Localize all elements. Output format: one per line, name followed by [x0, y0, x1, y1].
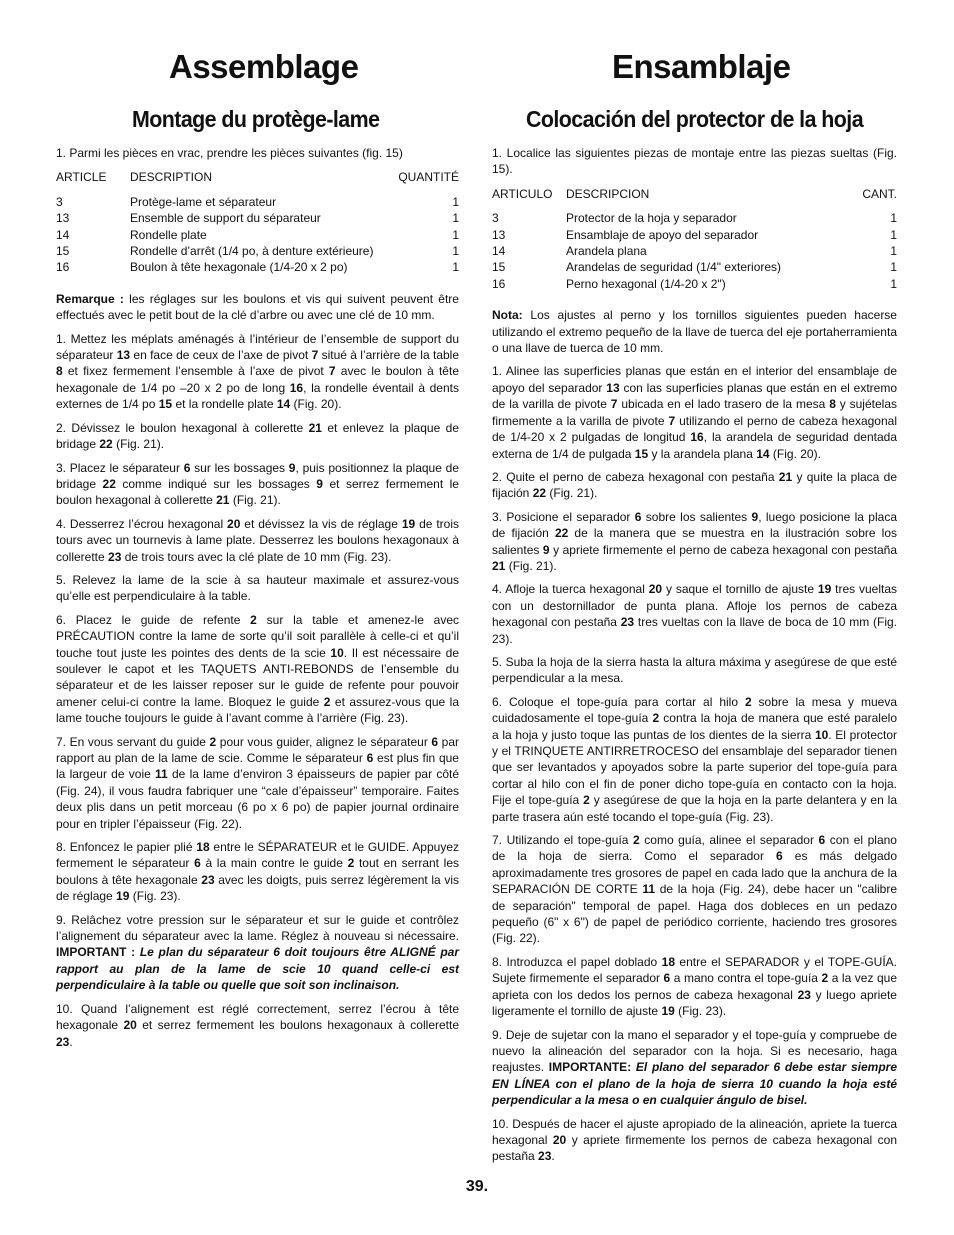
step-9-es: 9. Deje de sujetar con la mano el separador y el tope-guía y compruebe de nuevo la alineación del separador con la hoja. Si es necesario, haga reajustes. IMPORTANTE: El plano del separador 6 debe estar siempre EN LÍNEA con el plano de la hoja de sierra 10 cuando la hoja esté perpendicular a la mesa o en cualquier ángulo de bisel. — [492, 1027, 897, 1108]
step-5-fr: 5. Relevez la lame de la scie à sa hauteur maximale et assurez-vous qu’elle est perpendiculaire à la table. — [56, 572, 459, 604]
cell-quantity: 1 — [452, 244, 459, 259]
step-8-es: 8. Introduzca el papel doblado 18 entre el SEPARADOR y el TOPE-GUÍA. Sujete firmemente el separador 6 a mano contra el tope-guía 2 a la vez que aprieta con los dedos los pernos de cabeza hexagonal 23 y luego apriete ligeramente el tornillo de ajuste 19 (Fig. 23). — [492, 954, 898, 1019]
step-4-fr: 4. Desserrez l’écrou hexagonal 20 et dévissez la vis de réglage 19 de trois tours avec un tournevis à lame plate. Desserrez les boulons hexagonaux à collerette 23 de trois tours avec la clé plate de 10 mm (Fig. 23). — [56, 516, 459, 564]
step-6-fr: 6. Placez le guide de refente 2 sur la table et amenez-le avec PRÉCAUTION contre la lame de sorte qu’il soit parallèle à celle-ci et qu’il touche tout juste les pointes des dents de la scie 10. Il est nécessaire de soulever le capot et les TAQUETS ANTI-REBONDS de l’ensemble du séparateur et de les laisser reposer sur le guide de refente pour pouvoir amener celui-ci contre la lame. Bloquez le guide 2 et assurez-vous que la lame touche toujours le guide à l’avant comme à l’arrière (Fig. 23). — [56, 612, 460, 726]
cell-description: Rondelle d’arrêt (1/4 po, à denture extérieure) — [130, 244, 374, 259]
table-row — [56, 259, 459, 275]
header-description: DESCRIPTION — [130, 170, 213, 185]
note-text: les réglages sur les boulons et vis qui suivent peuvent être effectués avec le petit bout de la clé d’arbre ou avec une clé de 10 mm. — [56, 291, 459, 323]
page-title-fr: Assemblage — [169, 48, 359, 85]
header-article: ARTICLE — [56, 170, 107, 185]
step-3-fr: 3. Placez le séparateur 6 sur les bossages 9, puis positionnez la plaque de bridage 22 comme indiqué sur les bossages 9 et serrez fermement le boulon hexagonal à collerette 21 (Fig. 21). — [56, 460, 460, 508]
cell-article: 14 — [492, 244, 506, 259]
header-quantity: CANT. — [862, 186, 897, 201]
cell-description: Arandelas de seguridad (1/4" exteriores) — [566, 260, 782, 275]
table-row — [492, 243, 897, 259]
table-header — [56, 169, 459, 193]
note-text: Los ajustes al perno y los tornillos siguientes pueden hacerse utilizando el extremo pequeño de la llave de tuerca del eje portaherramienta o una llave de tuerca de 10 mm. — [492, 308, 897, 356]
table-row — [56, 227, 459, 243]
cell-description: Perno hexagonal (1/4-20 x 2") — [566, 276, 726, 291]
step-10-fr: 10. Quand l’alignement est réglé correctement, serrez l’écrou à tête hexagonale 20 et serrez fermement les boulons hexagonaux à collerette 23. — [56, 1001, 459, 1049]
cell-description: Ensamblaje de apoyo del separador — [566, 227, 759, 242]
cell-article: 16 — [56, 260, 70, 275]
table-row — [492, 259, 897, 275]
cell-description: Arandela plana — [566, 244, 647, 259]
table-row — [56, 194, 459, 210]
cell-quantity: 1 — [890, 276, 897, 291]
note-fr — [56, 291, 459, 324]
cell-description: Ensemble de support du séparateur — [130, 211, 321, 226]
cell-article: 3 — [492, 211, 499, 226]
table-row — [56, 210, 459, 226]
intro-fr: 1. Parmi les pièces en vrac, prendre les pièces suivantes (fig. 15) — [56, 146, 403, 160]
table-row — [492, 210, 897, 226]
note-label: Remarque : — [56, 291, 124, 306]
section-title-fr: Montage du protège-lame — [132, 106, 380, 132]
parts-table-es — [492, 186, 897, 292]
important-label: IMPORTANTE: — [548, 1060, 632, 1075]
cell-article: 14 — [56, 227, 70, 242]
step-10-es: 10. Después de hacer el ajuste apropiado de la alineación, apriete la tuerca hexagonal 20 y apriete firmemente los pernos de cabeza hexagonal con pestaña 23. — [492, 1116, 897, 1164]
body-fr — [56, 145, 459, 1057]
header-quantity: QUANTITÉ — [398, 170, 459, 185]
cell-article: 13 — [56, 211, 70, 226]
step-1-fr: 1. Mettez les méplats aménagés à l’intérieur de l’ensemble de support du séparateur 13 en face de ceux de l’axe de pivot 7 situé à l’arrière de la table 8 et fixez fermement l’ensemble à l’axe de pivot 7 avec le boulon à tête hexagonale de 1/4 po –20 x 2 po de long 16, la rondelle éventail à dents externes de 1/4 po 15 et la rondelle plate 14 (Fig. 20). — [56, 331, 460, 412]
cell-article: 15 — [56, 244, 70, 259]
table-row — [56, 243, 459, 259]
step-4-es: 4. Afloje la tuerca hexagonal 20 y saque el tornillo de ajuste 19 tres vueltas con un destornillador de punta plana. Afloje los pernos de cabeza hexagonal con pestaña 23 tres vueltas con la llave de boca de 10 mm (Fig. 23). — [492, 582, 898, 646]
cell-quantity: 1 — [890, 244, 897, 259]
cell-article: 13 — [492, 227, 506, 242]
body-es — [492, 145, 897, 1172]
step-5-es: 5. Suba la hoja de la sierra hasta la altura máxima y asegúrese de que esté perpendicular a la mesa. — [492, 654, 897, 686]
table-row — [492, 276, 897, 292]
cell-article: 16 — [492, 276, 506, 291]
cell-quantity: 1 — [890, 260, 897, 275]
cell-article: 3 — [56, 194, 63, 209]
step-6-es: 6. Coloque el tope-guía para cortar al hilo 2 sobre la mesa y mueva cuidadosamente el tope-guía 2 contra la hoja de manera que esté paralelo a la hoja y justo toque las puntas de los dientes de la sierra 10. El protector y el TRINQUETE ANTIRRETROCESO del ensamblaje del separador tienen que ser levantados y apoyados sobre la parte superior del tope-guía para cortar al hilo con el fin de poner dicho tope-guía en contacto con la hoja. Fije el tope-guía 2 y asegúrese de que la hoja en la parte delantera y en la parte trasera aún esté tocando el tope-guía (Fig. 23). — [492, 694, 898, 824]
step-7-fr: 7. En vous servant du guide 2 pour vous guider, alignez le séparateur 6 par rapport au plan de la lame de scie. Comme le séparateur 6 est plus fin que la largeur de voie 11 de la lame d’environ 3 épaisseurs de papier par côté (Fig. 24), il vous faudra fabriquer une “cale d’épaisseur” temporaire. Faites deux plis dans un petit morceau (6 po x 6 po) de papier journal ordinaire pour en tripler l’épaisseur (Fig. 22). — [56, 734, 460, 831]
cell-quantity: 1 — [890, 227, 897, 242]
step-3-es: 3. Posicione el separador 6 sobre los salientes 9, luego posicione la placa de fijación 22 de la manera que se muestra en la ilustración sobre los salientes 9 y apriete firmemente el perno de cabeza hexagonal con pestaña 21 (Fig. 21). — [492, 509, 897, 573]
page-title-es: Ensamblaje — [612, 48, 791, 85]
step-8-fr: 8. Enfoncez le papier plié 18 entre le SÉPARATEUR et le GUIDE. Appuyez fermement le séparateur 6 à la main contre le guide 2 tout en serrant les boulons à tête hexagonale 23 avec les doigts, puis serrez légèrement la vis de réglage 19 (Fig. 23). — [56, 840, 460, 904]
cell-description: Protège-lame et séparateur — [130, 194, 277, 209]
step-9-fr: 9. Relâchez votre pression sur le séparateur et sur le guide et contrôlez l’alignement du séparateur avec la lame. Réglez à nouveau si nécessaire. IMPORTANT : Le plan du séparateur 6 doit toujours être ALIGNÉ par rapport au plan de la lame de scie 10 quand celle-ci est perpendiculaire à la table ou quelle que soit son inclinaison. — [56, 912, 459, 993]
important-text: Le plan du séparateur 6 doit toujours être ALIGNÉ par rapport au plan de la lame de scie 10 quand celle-ci est perpendiculaire à la table ou quelle que soit son inclinaison. — [56, 945, 459, 993]
note-es — [492, 307, 897, 356]
step-1-es: 1. Alinee las superficies planas que están en el interior del ensamblaje de apoyo del separador 13 con las superficies planas que están en el extremo de la varilla de pivote 7 ubicada en el lado trasero de la mesa 8 y sujételas firmemente a la varilla de pivote 7 utilizando el perno de cabeza hexagonal de 1/4-20 x 2 pulgadas de longitud 16, la arandela de seguridad dentada externa de 1/4 de pulgada 15 y la arandela plana 14 (Fig. 20). — [492, 364, 897, 461]
page-number: 39. — [465, 1178, 489, 1195]
table-header — [492, 186, 897, 210]
step-2-fr: 2. Dévissez le boulon hexagonal à collerette 21 et enlevez la plaque de bridage 22 (Fig. 21). — [56, 420, 459, 452]
cell-quantity: 1 — [452, 260, 459, 275]
note-label: Nota: — [492, 308, 523, 323]
step-2-es: 2. Quite el perno de cabeza hexagonal con pestaña 21 y quite la placa de fijación 22 (Fig. 21). — [492, 469, 897, 501]
cell-description: Boulon à tête hexagonale (1/4-20 x 2 po) — [130, 260, 348, 275]
cell-quantity: 1 — [452, 211, 459, 226]
table-row — [492, 227, 897, 243]
section-title-es: Colocación del protector de la hoja — [526, 106, 864, 132]
step-7-es: 7. Utilizando el tope-guía 2 como guía, alinee el separador 6 con el plano de la hoja de sierra. Como el separador 6 es más delgado aproximadamente tres grosores de papel en cada lado que la anchura de la SEPARACIÓN DE CORTE 11 de la hoja (Fig. 24), debe hacer un "calibre de separación" temporal de papel. Haga dos dobleces en un pedazo pequeño (6" x 6") de papel de periódico corriente, haciendo tres grosores (Fig. 22). — [492, 833, 898, 946]
header-article: ARTICULO — [492, 186, 553, 201]
header-description: DESCRIPCION — [566, 186, 650, 201]
cell-quantity: 1 — [890, 211, 897, 226]
cell-quantity: 1 — [452, 227, 459, 242]
important-label: IMPORTANT : — [56, 945, 136, 960]
intro-es: 1. Localice las siguientes piezas de montaje entre las piezas sueltas (Fig. 15). — [492, 146, 897, 177]
cell-description: Rondelle plate — [130, 227, 207, 242]
important-text: El plano del separador 6 debe estar siempre EN LÍNEA con el plano de la hoja de sierra 10 cuando la hoja esté perpendicular a la mesa o en cualquier ángulo de bisel. — [492, 1060, 897, 1108]
parts-table-fr — [56, 169, 459, 275]
cell-description: Protector de la hoja y separador — [566, 211, 737, 226]
cell-quantity: 1 — [452, 194, 459, 209]
cell-article: 15 — [492, 260, 506, 275]
